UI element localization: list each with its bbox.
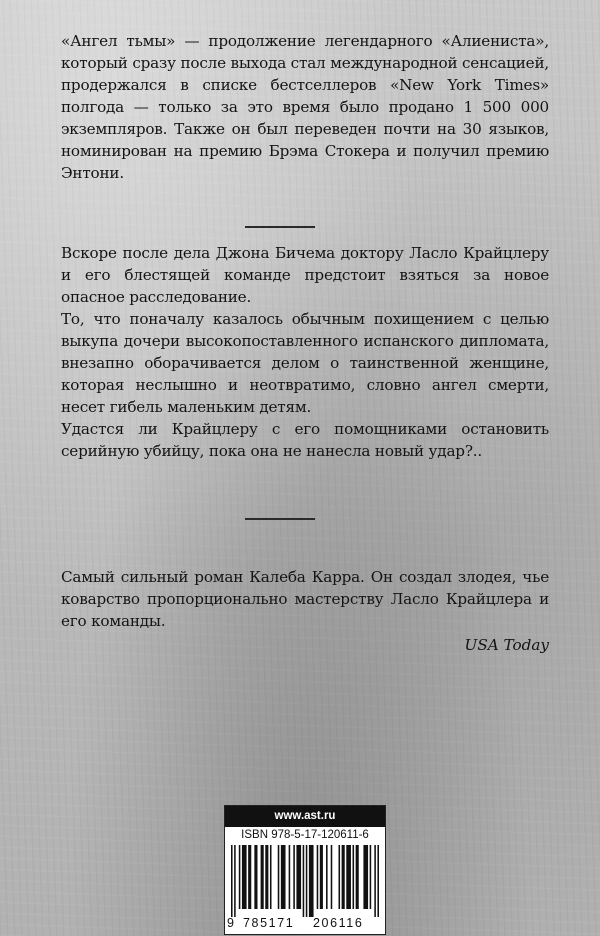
barcode-bar <box>239 845 241 909</box>
plot-paragraph-3: Удастся ли Крайцлеру с его помощниками остановить серийную убийцу, пока она не нанесла новый удар?.. <box>61 420 549 460</box>
barcode-bar <box>377 845 379 917</box>
barcode-bar <box>265 845 268 909</box>
barcode-bar <box>353 845 355 909</box>
barcode-bar <box>309 845 314 917</box>
barcode-bar <box>231 845 233 917</box>
review-section <box>61 566 549 656</box>
barcode-digits <box>225 916 385 932</box>
barcode-bar <box>248 845 251 909</box>
barcode-digits-left: 785171 <box>243 916 295 930</box>
plot-paragraph-2: То, что поначалу казалось обычным похищением с целью выкупа дочери высокопоставленного испанского дипломата, внезапно оборачивается делом о таинственной женщине, которая неслышно и неотвратимо, словно ангел смерти, несет гибель маленьким детям. <box>61 310 549 416</box>
barcode-bar <box>342 845 345 909</box>
barcode-bar <box>303 845 305 917</box>
barcode-digits-right: 206116 <box>313 916 364 930</box>
barcode-digit-first: 9 <box>227 916 234 930</box>
isbn-label: ISBN 978-5-17-120611-6 <box>241 829 369 841</box>
section-divider-2 <box>245 518 315 520</box>
barcode-bar <box>234 845 236 917</box>
barcode-graphic <box>231 845 379 917</box>
review-source: USA Today <box>464 636 549 654</box>
barcode-bar <box>326 845 328 909</box>
barcode-bar <box>278 845 280 909</box>
barcode-bar <box>346 845 351 909</box>
barcode-bar <box>281 845 286 909</box>
barcode-bar <box>254 845 257 909</box>
barcode-bar <box>374 845 376 917</box>
barcode-bar <box>289 845 291 909</box>
barcode-bar <box>296 845 301 909</box>
barcode-bar <box>356 845 359 909</box>
barcode-bar <box>270 845 272 909</box>
review-quote: Самый сильный роман Калеба Карра. Он создал злодея, чье коварство пропорционально мастерству Ласло Крайцлера и его команды. <box>61 568 549 630</box>
plot-paragraph-1: Вскоре после дела Джона Бичема доктору Ласло Крайцлеру и его блестящей команде предстоит взяться за новое опасное расследование. <box>61 244 549 306</box>
barcode-bar <box>370 845 372 909</box>
barcode-bar <box>242 845 247 909</box>
barcode-bar <box>363 845 368 909</box>
barcode-box <box>224 805 386 935</box>
barcode-bar <box>293 845 295 909</box>
website-label: www.ast.ru <box>225 806 385 827</box>
section-divider-1 <box>245 226 315 228</box>
about-paragraph: «Ангел тьмы» — продолжение легендарного «Алиениста», который сразу после выхода стал международной сенсацией, продержался в списке бестселлеров «New York Times» полгода — только за это время было продано 1 500 000 экземпляров. Также он был переведен почти на 30 языков, номинирован на премию Брэма Стокера и получил премию Энтони. <box>61 32 550 182</box>
barcode-bar <box>261 845 264 909</box>
barcode-bar <box>331 845 333 909</box>
barcode-bar <box>306 845 308 917</box>
barcode-bar <box>338 845 340 909</box>
barcode-bar <box>320 845 323 909</box>
barcode-bar <box>317 845 319 909</box>
about-section <box>61 30 549 184</box>
plot-section <box>61 242 549 462</box>
